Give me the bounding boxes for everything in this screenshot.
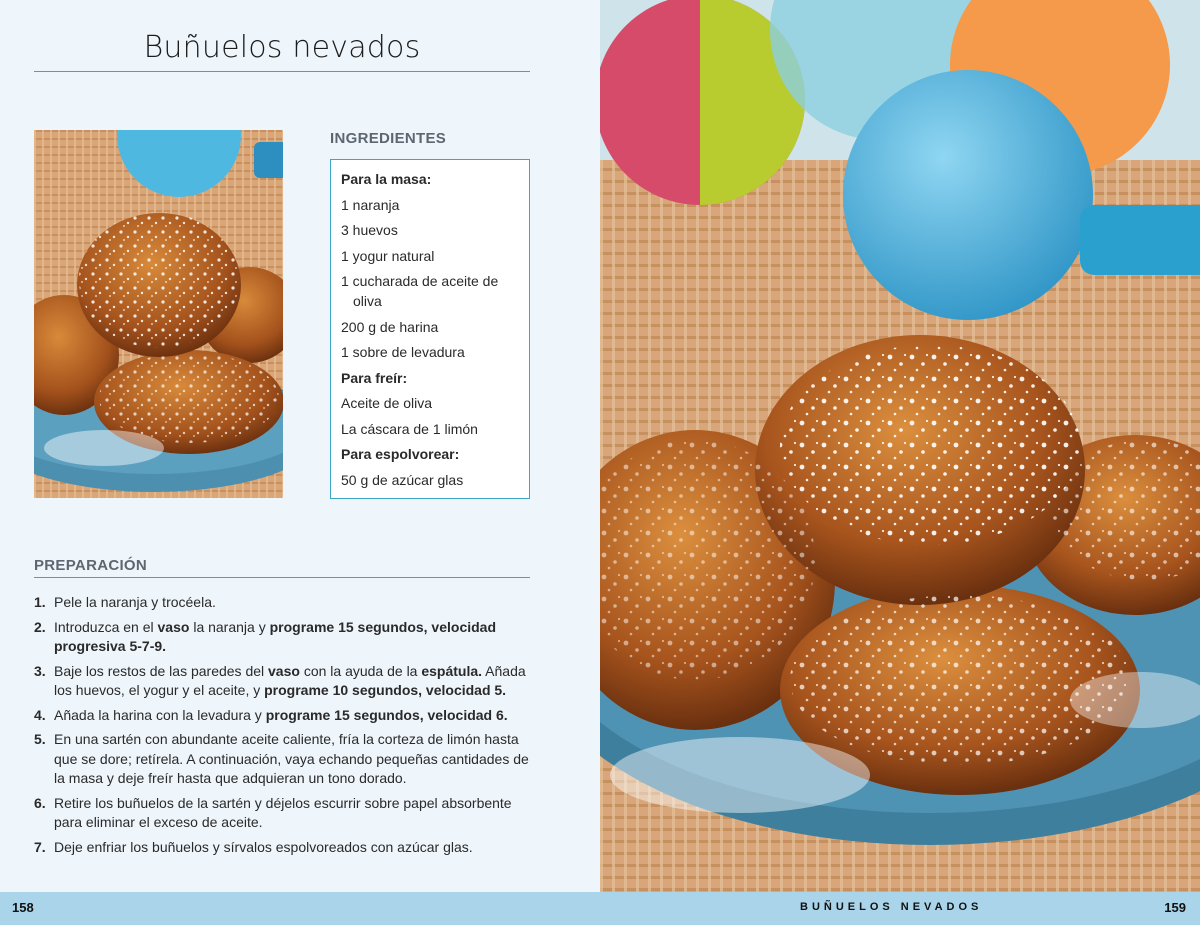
step-text: Retire los buñuelos de la sartén y déjelos escurrir sobre papel absorbente para eliminar el exceso de aceite. [54,794,512,830]
step-number: 2. [34,618,46,635]
running-title: BUÑUELOS NEVADOS [800,901,983,913]
step-number: 4. [34,706,46,723]
step-text: Pele la naranja y trocéela. [54,594,216,610]
fritters-photo-illustration [34,130,283,498]
preparation-divider [34,577,530,578]
step-number: 6. [34,794,46,811]
step-text: Añada la harina con la levadura y [54,706,266,723]
ingredient-item: 200 g de harina [341,318,439,335]
recipe-title: Buñuelos nevados [143,30,421,65]
preparation-step [34,730,530,789]
step-text: con la ayuda de la [299,662,422,679]
step-number: 5. [34,731,46,747]
preparation-step [34,593,530,613]
preparation-step [34,618,530,657]
step-emphasis: programe 15 segundos, velocidad 6. [265,706,508,723]
step-number: 3. [34,662,46,679]
step-text: Añada los huevos, el yogur y el aceite, y [54,662,526,698]
ingredient-item: 1 cucharada de aceite de oliva [341,273,499,309]
step-emphasis: vaso [157,618,190,635]
left-page [0,0,600,892]
recipe-photo-large [600,0,1200,892]
page-footer [0,892,1200,925]
step-text: Baje los restos de las paredes del [54,662,269,679]
ingredient-item: 1 naranja [341,196,400,213]
ingredient-item: Aceite de oliva [341,395,433,411]
preparation-heading: PREPARACIÓN [34,557,148,574]
step-emphasis: programe 15 segundos, velocidad progresiva 5-7-9. [54,618,497,654]
ingredients-box [330,159,530,499]
step-emphasis: programe 10 segundos, velocidad 5. [264,682,507,698]
step-text: la naranja y [189,618,270,635]
fritters-closeup-illustration [600,0,1200,892]
page-number-left: 158 [12,900,34,915]
step-emphasis: espátula. [421,662,483,679]
ingredient-group-heading: Para la masa: [341,171,432,187]
page-number-right: 159 [1164,900,1186,915]
ingredient-item: 1 yogur natural [341,247,435,264]
ingredients-heading: INGREDIENTES [330,130,447,147]
preparation-steps [34,593,530,862]
preparation-step [34,838,530,858]
step-number: 7. [34,838,46,855]
ingredient-item: 3 huevos [341,222,398,238]
recipe-photo-small [34,130,283,498]
preparation-step [34,706,530,726]
preparation-step [34,794,530,833]
ingredient-item: 50 g de azúcar glas [341,471,464,488]
step-emphasis: vaso [268,662,300,679]
title-divider [34,71,530,72]
step-text: Deje enfriar los buñuelos y sírvalos espolvoreados con azúcar glas. [54,838,473,855]
ingredient-item: 1 sobre de levadura [341,344,465,360]
ingredient-group-heading: Para espolvorear: [341,446,460,462]
preparation-step [34,662,530,701]
step-text: En una sartén con abundante aceite caliente, fría la corteza de limón hasta que se dore; retírela. A continuación, vaya echando pequeñas cantidades de la masa y deje freír hasta que adquieran un tono dorado. [54,731,529,786]
step-text: Introduzca en el [54,618,158,635]
ingredient-item: La cáscara de 1 limón [341,420,478,437]
ingredient-group-heading: Para freír: [341,369,408,386]
step-number: 1. [34,594,46,610]
